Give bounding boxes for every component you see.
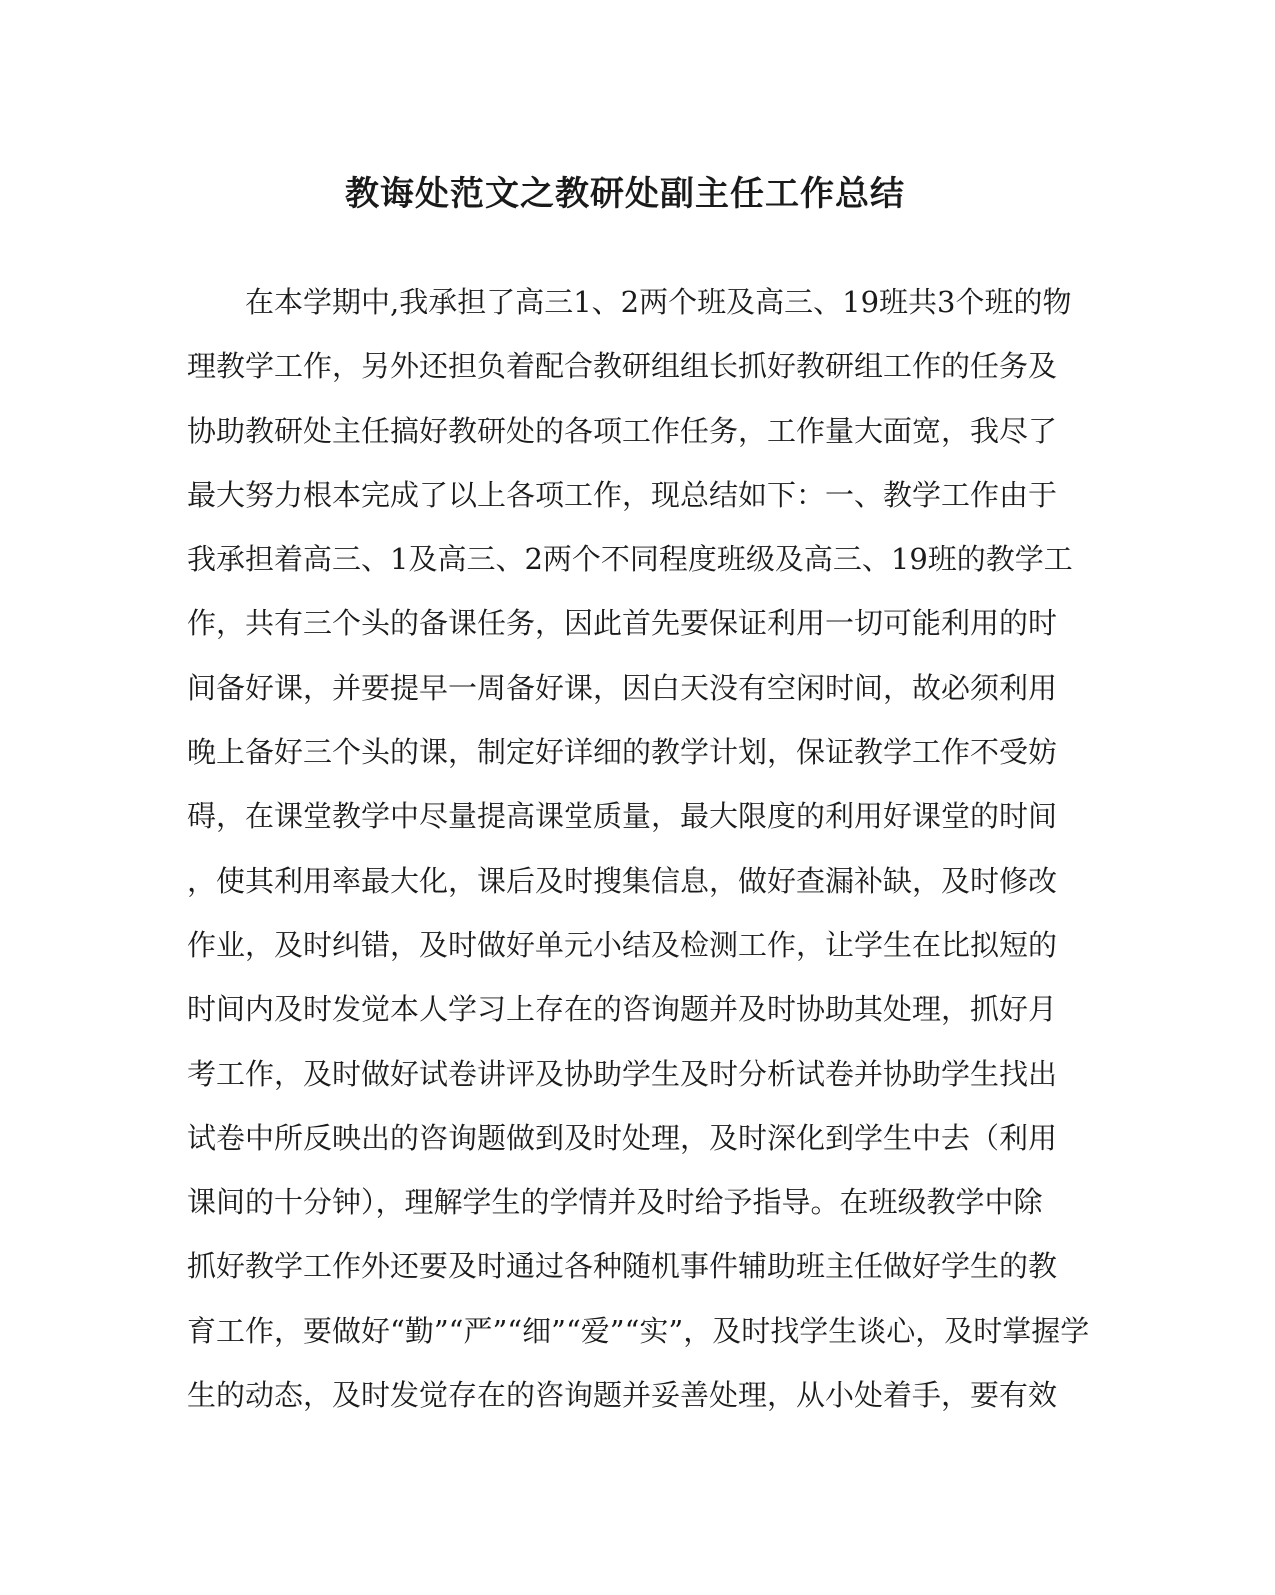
body-line: 试卷中所反映出的咨询题做到及时处理，及时深化到学生中去（利用 xyxy=(187,1120,1058,1155)
body-line: ，使其利用率最大化，课后及时搜集信息，做好查漏补缺，及时修改 xyxy=(187,863,1058,898)
body-line: 时间内及时发觉本人学习上存在的咨询题并及时协助其处理，抓好月 xyxy=(187,992,1058,1027)
document-title: 教诲处范文之教研处副主任工作总结 xyxy=(345,174,905,214)
body-line: 晚上备好三个头的课，制定好详细的教学计划，保证教学工作不受妨 xyxy=(187,735,1058,770)
body-line: 间备好课，并要提早一周备好课，因白天没有空闲时间，故必须利用 xyxy=(187,670,1058,705)
body-line: 课间的十分钟），理解学生的学情并及时给予指导。在班级教学中除 xyxy=(187,1185,1043,1220)
body-line: 抓好教学工作外还要及时通过各种随机事件辅助班主任做好学生的教 xyxy=(187,1249,1058,1284)
body-line: 考工作，及时做好试卷讲评及协助学生及时分析试卷并协助学生找出 xyxy=(187,1056,1058,1091)
body-line: 我承担着高三、1及高三、2两个不同程度班级及高三、19班的教学工 xyxy=(187,542,1073,577)
body-line: 最大努力根本完成了以上各项工作，现总结如下：一、教学工作由于 xyxy=(187,477,1058,512)
body-line: 作，共有三个头的备课任务，因此首先要保证利用一切可能利用的时 xyxy=(187,606,1058,641)
body-line: 生的动态，及时发觉存在的咨询题并妥善处理，从小处着手，要有效 xyxy=(187,1378,1058,1413)
body-line: 碍，在课堂教学中尽量提高课堂质量，最大限度的利用好课堂的时间 xyxy=(187,799,1058,834)
body-line: 理教学工作，另外还担负着配合教研组组长抓好教研组工作的任务及 xyxy=(187,349,1058,384)
body-line: 协助教研处主任搞好教研处的各项工作任务，工作量大面宽，我尽了 xyxy=(187,413,1058,448)
body-line: 作业，及时纠错，及时做好单元小结及检测工作，让学生在比拟短的 xyxy=(187,927,1058,962)
document-body xyxy=(187,270,1090,1427)
body-line: 育工作，要做好“勤”“严”“细”“爱”“实”，及时找学生谈心，及时掌握学 xyxy=(187,1313,1090,1348)
body-line: 在本学期中,我承担了高三1、2两个班及高三、19班共3个班的物 xyxy=(187,285,1072,319)
